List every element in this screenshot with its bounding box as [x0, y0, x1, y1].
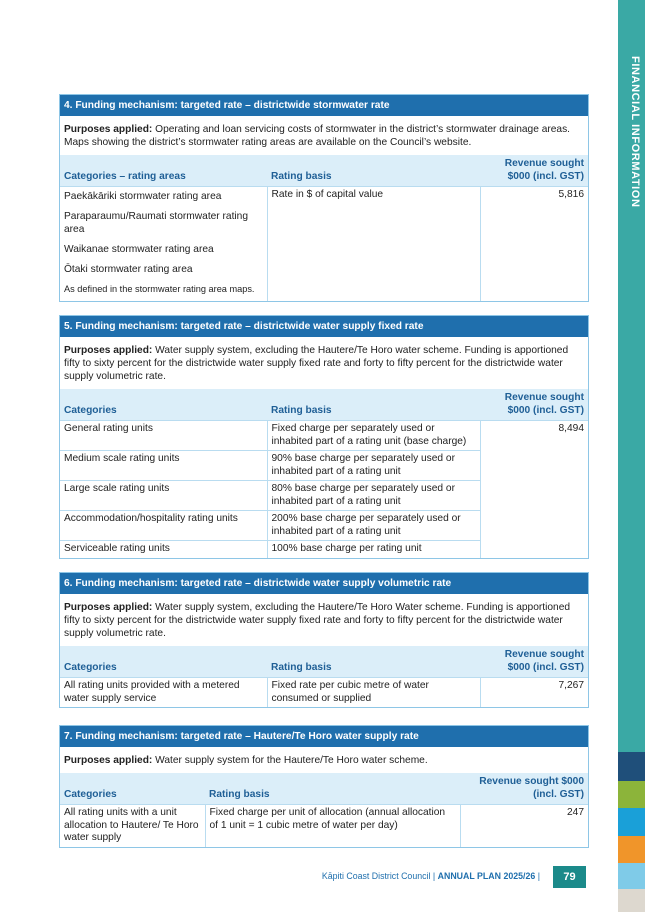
- column-header-rating-basis: Rating basis: [205, 773, 460, 805]
- column-header-revenue: Revenue sought $000 (incl. GST): [480, 389, 588, 421]
- color-strip: [618, 781, 645, 808]
- council-name: Kāpiti Coast District Council: [321, 871, 431, 881]
- column-header-revenue: Revenue sought $000 (incl. GST): [460, 773, 588, 805]
- purposes-label: Purposes applied:: [64, 602, 153, 613]
- section-water-fixed-rate: [59, 315, 589, 559]
- column-header-categories: Categories: [60, 773, 205, 805]
- rating-basis-cell: 80% base charge per separately used or inhabited part of a rating unit: [267, 481, 480, 511]
- table-row: [60, 678, 588, 708]
- rating-basis-cell: Fixed charge per separately used or inhabited part of a rating unit (base charge): [267, 421, 480, 451]
- category-item: Paekākāriki stormwater rating area: [64, 191, 222, 202]
- section-water-volumetric-rate: [59, 572, 589, 708]
- category-cell: Serviceable rating units: [60, 541, 267, 558]
- color-strip: [618, 889, 645, 912]
- color-strip: [618, 808, 645, 836]
- column-header-rating-basis: Rating basis: [267, 389, 480, 421]
- section-hautere-water-rate: [59, 725, 589, 848]
- column-header-revenue: Revenue sought $000 (incl. GST): [480, 155, 588, 187]
- section-title: 5. Funding mechanism: targeted rate – districtwide water supply fixed rate: [60, 316, 588, 337]
- section-title: 4. Funding mechanism: targeted rate – districtwide stormwater rate: [60, 95, 588, 116]
- table-header-row: [60, 155, 588, 187]
- footer-separator: |: [432, 871, 436, 881]
- categories-cell: [60, 187, 267, 302]
- table-header-row: [60, 646, 588, 678]
- color-strip: [618, 836, 645, 863]
- page-footer: [0, 871, 540, 881]
- footer-separator: |: [537, 871, 540, 881]
- rating-basis-cell: 200% base charge per separately used or inhabited part of a rating unit: [267, 511, 480, 541]
- revenue-cell: 8,494: [480, 421, 588, 558]
- purposes-applied: [60, 116, 588, 155]
- revenue-cell: 5,816: [480, 187, 588, 302]
- section-title: 6. Funding mechanism: targeted rate – districtwide water supply volumetric rate: [60, 573, 588, 594]
- category-cell: Accommodation/hospitality rating units: [60, 511, 267, 541]
- color-strip: [618, 863, 645, 889]
- rating-basis-cell: 90% base charge per separately used or inhabited part of a rating unit: [267, 451, 480, 481]
- purposes-text: Water supply system, excluding the Hautere/Te Horo water scheme. Funding is apportioned fifty to sixty percent for the districtwide water supply fixed rate and forty to fifty percent for the districtwide water supply volumetric rate.: [64, 345, 569, 382]
- category-cell: Large scale rating units: [60, 481, 267, 511]
- purposes-text: Water supply system for the Hautere/Te Horo water scheme.: [155, 755, 428, 766]
- table-header-row: [60, 389, 588, 421]
- purposes-applied: [60, 337, 588, 389]
- rating-table: [60, 646, 588, 707]
- revenue-cell: 7,267: [480, 678, 588, 708]
- column-header-categories: Categories: [60, 646, 267, 678]
- column-header-revenue: Revenue sought $000 (incl. GST): [480, 646, 588, 678]
- rating-table: [60, 389, 588, 558]
- color-strip: [618, 752, 645, 781]
- category-note: As defined in the stormwater rating area maps.: [64, 284, 255, 294]
- rating-basis-cell: Fixed charge per unit of allocation (annual allocation of 1 unit = 1 cubic metre of water per day): [205, 805, 460, 847]
- rating-table: [60, 155, 588, 301]
- purposes-applied: [60, 747, 588, 773]
- column-header-categories: Categories – rating areas: [60, 155, 267, 187]
- category-item: Ōtaki stormwater rating area: [64, 264, 193, 275]
- table-row: [60, 187, 588, 302]
- column-header-rating-basis: Rating basis: [267, 646, 480, 678]
- plan-title: ANNUAL PLAN 2025/26: [437, 871, 536, 881]
- purposes-label: Purposes applied:: [64, 124, 153, 135]
- category-cell: All rating units with a unit allocation to Hautere/ Te Horo water supply: [60, 805, 205, 847]
- purposes-applied: [60, 594, 588, 646]
- side-tab-label: FINANCIAL INFORMATION: [629, 56, 641, 208]
- purposes-text: Operating and loan servicing costs of stormwater in the district’s stormwater drainage areas. Maps showing the district’s stormwater rating areas are available on the Council’s website.: [64, 124, 571, 148]
- rating-basis-cell: 100% base charge per rating unit: [267, 541, 480, 558]
- revenue-cell: 247: [460, 805, 588, 847]
- section-stormwater-rate: [59, 94, 589, 302]
- rating-basis-cell: Rate in $ of capital value: [267, 187, 480, 302]
- column-header-categories: Categories: [60, 389, 267, 421]
- category-cell: All rating units provided with a metered water supply service: [60, 678, 267, 708]
- category-cell: General rating units: [60, 421, 267, 451]
- rating-table: [60, 773, 588, 847]
- page-number: 79: [553, 866, 586, 888]
- category-item: Paraparaumu/Raumati stormwater rating area: [64, 211, 249, 235]
- purposes-label: Purposes applied:: [64, 345, 153, 356]
- category-cell: Medium scale rating units: [60, 451, 267, 481]
- section-title: 7. Funding mechanism: targeted rate – Hautere/Te Horo water supply rate: [60, 726, 588, 747]
- table-row: [60, 805, 588, 847]
- table-row: [60, 421, 588, 451]
- table-header-row: [60, 773, 588, 805]
- category-item: Waikanae stormwater rating area: [64, 244, 214, 255]
- rating-basis-cell: Fixed rate per cubic metre of water consumed or supplied: [267, 678, 480, 708]
- column-header-rating-basis: Rating basis: [267, 155, 480, 187]
- purposes-label: Purposes applied:: [64, 755, 153, 766]
- purposes-text: Water supply system, excluding the Hautere/Te Horo Water scheme. Funding is apportioned fifty to sixty percent for the districtwide water supply fixed rate and forty to fifty percent for the districtwide water supply volumetric rate.: [64, 602, 571, 639]
